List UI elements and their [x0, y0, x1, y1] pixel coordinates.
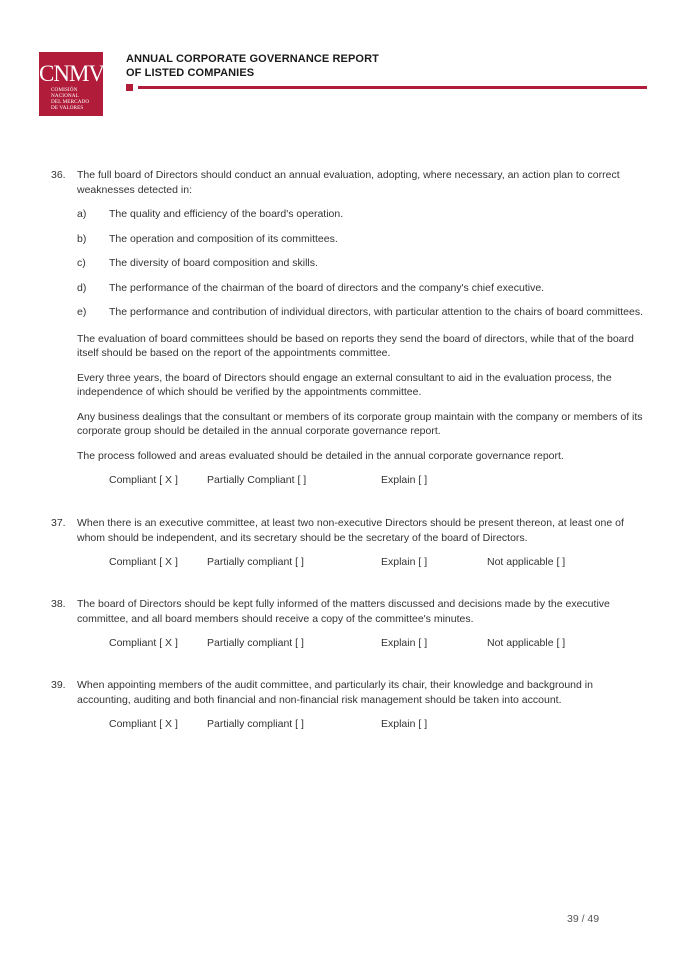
logo-subtitle: COMISIÓN NACIONAL DEL MERCADO DE VALORES [51, 87, 90, 111]
recommendation-39 [51, 678, 647, 732]
list-item: d) The performance of the chairman of the board of directors and the company's chief executive. [77, 281, 545, 294]
recommendation-38 [51, 597, 647, 651]
header-divider [138, 86, 647, 89]
not-applicable-option: Not applicable [ ] [487, 556, 566, 568]
recommendation-text: The full board of Directors should conduct an annual evaluation, adopting, where necessary, an action plan to correct weaknesses detected in: [77, 169, 620, 196]
partially-compliant-option: Partially compliant [ ] [207, 718, 304, 730]
header-accent-square [126, 84, 133, 91]
explain-option: Explain [ ] [381, 474, 428, 486]
recommendation-text: The board of Directors should be kept fully informed of the matters discussed and decisions made by the executive committee, and all board members should receive a copy of the committee's minutes. [77, 598, 610, 625]
compliance-row [77, 636, 647, 651]
explain-option: Explain [ ] [381, 556, 428, 568]
compliance-row [77, 473, 647, 488]
list-item: a) The quality and efficiency of the board's operation. [77, 208, 344, 220]
compliance-row [77, 555, 647, 570]
paragraph: Every three years, the board of Directors should engage an external consultant to aid in the evaluation process, the independence of which should be verified by the appointments committee. [77, 371, 612, 398]
partially-compliant-option: Partially compliant [ ] [207, 556, 304, 568]
logo-abbreviation: CNMV [39, 61, 105, 86]
page-number: 39 / 49 [567, 913, 600, 925]
recommendation-number: 36. [51, 169, 66, 181]
explain-option: Explain [ ] [381, 718, 428, 730]
list-item: b) The operation and composition of its committees. [77, 232, 338, 245]
partially-compliant-option: Partially Compliant [ ] [207, 474, 307, 486]
recommendation-37 [51, 516, 647, 570]
list-item: c) The diversity of board composition and skills. [77, 257, 318, 269]
recommendation-36 [51, 168, 647, 488]
paragraph: The process followed and areas evaluated should be detailed in the annual corporate governance report. [77, 449, 564, 462]
paragraph: Any business dealings that the consultant or members of its corporate group maintain with the company or members of its corporate group should be detailed in the annual corporate governance report. [77, 410, 643, 437]
recommendation-number: 39. [51, 679, 66, 691]
compliant-option: Compliant [ X ] [109, 474, 178, 486]
not-applicable-option: Not applicable [ ] [487, 637, 566, 649]
cnmv-logo [39, 52, 103, 116]
compliant-option: Compliant [ X ] [109, 718, 178, 730]
list-item: e) The performance and contribution of individual directors, with particular attention to the chairs of board committees. [77, 306, 644, 318]
report-title: ANNUAL CORPORATE GOVERNANCE REPORT OF LISTED COMPANIES [126, 53, 379, 79]
recommendation-text: When there is an executive committee, at least two non-executive Directors should be present thereon, at least one of whom should be independent, and its secretary should be the secretary of the board of Directors. [77, 517, 624, 544]
recommendation-text: When appointing members of the audit committee, and particularly its chair, their knowledge and background in accounting, auditing and both financial and non-financial risk management should be taken into account. [77, 679, 593, 706]
paragraph: The evaluation of board committees should be based on reports they send the board of directors, while that of the board itself should be based on the report of the appointments committee. [77, 332, 634, 359]
compliant-option: Compliant [ X ] [109, 637, 178, 649]
compliant-option: Compliant [ X ] [109, 556, 178, 568]
explain-option: Explain [ ] [381, 637, 428, 649]
document-body [51, 168, 647, 732]
compliance-row [77, 717, 647, 732]
recommendation-number: 37. [51, 517, 66, 529]
partially-compliant-option: Partially compliant [ ] [207, 637, 304, 649]
recommendation-number: 38. [51, 598, 66, 610]
